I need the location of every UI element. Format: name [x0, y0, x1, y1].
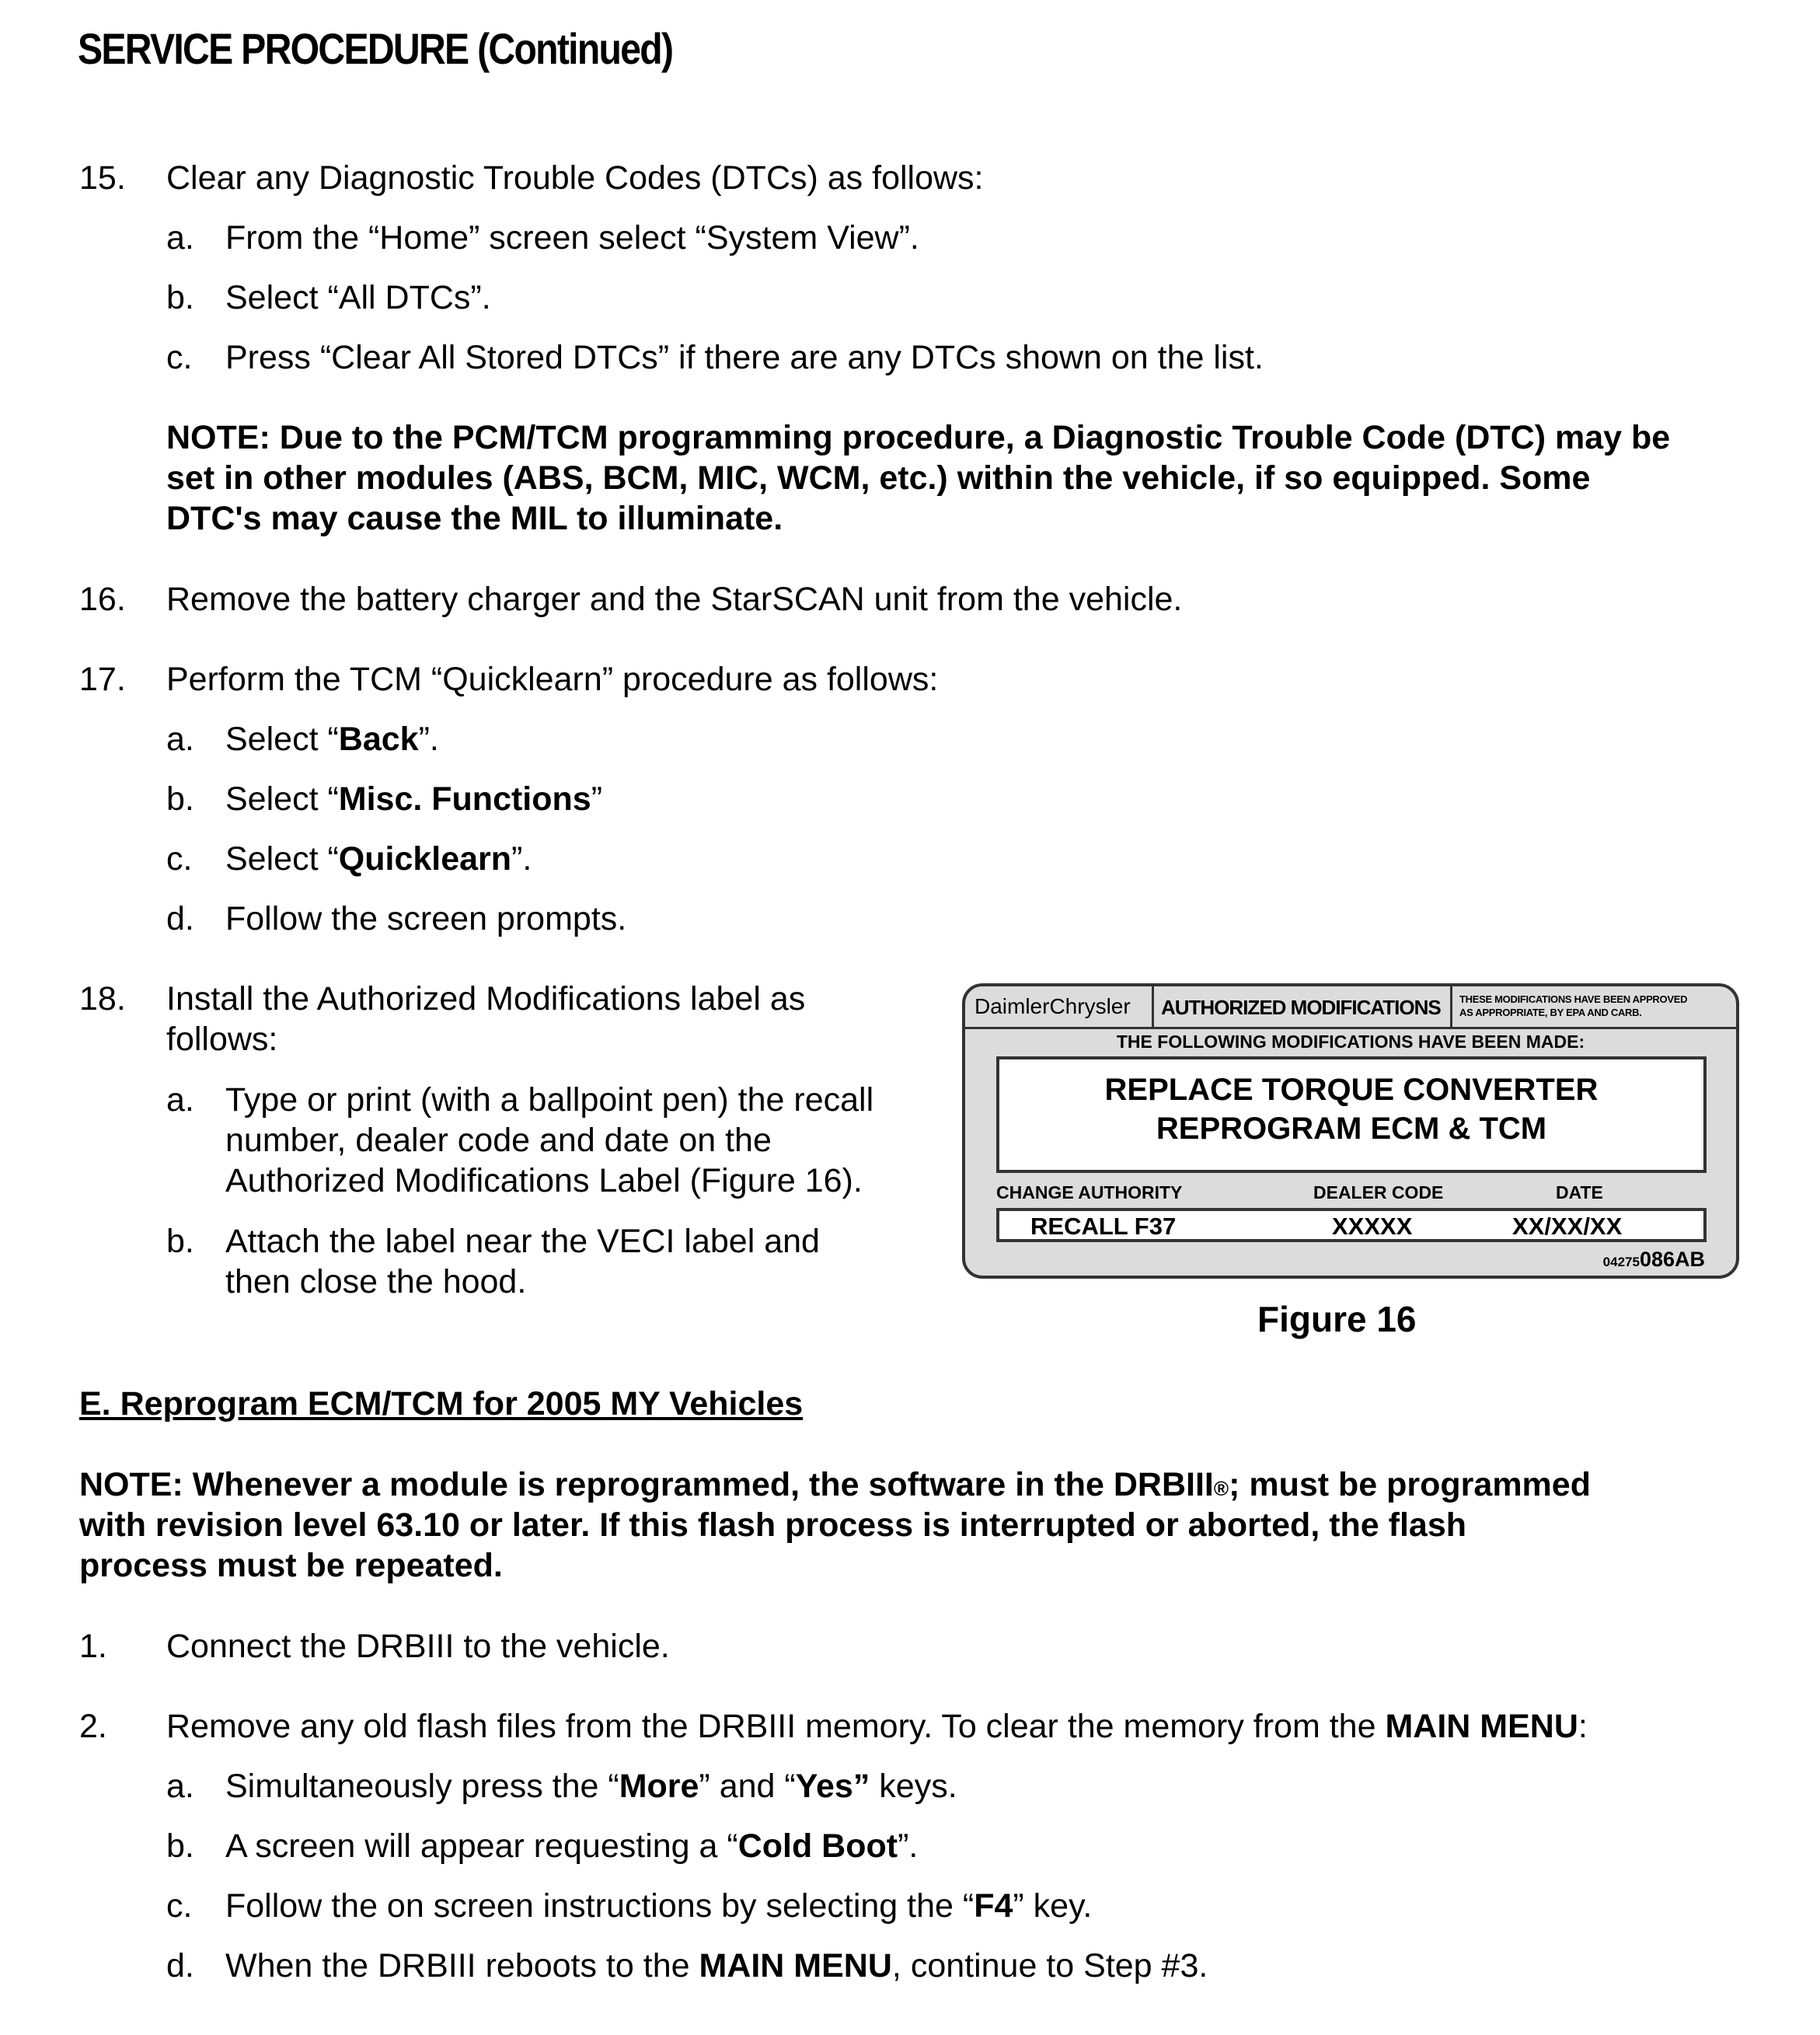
substep-text: Select “Back”.	[225, 721, 439, 758]
label-brand: DaimlerChrysler	[975, 994, 1131, 1018]
step-number: 17.	[79, 661, 126, 698]
substep-text: Attach the label near the VECI label and	[225, 1223, 820, 1260]
label-col-date: DATE	[1556, 1182, 1603, 1202]
step-text: Clear any Diagnostic Trouble Codes (DTCs) as follows:	[166, 159, 984, 197]
label-values-box	[996, 1208, 1707, 1242]
step-number: 1.	[79, 1628, 107, 1665]
label-epa-note: THESE MODIFICATIONS HAVE BEEN APPROVED AS APPROPRIATE, BY EPA AND CARB.	[1459, 993, 1688, 1018]
step-text: follows:	[166, 1021, 278, 1058]
substep-letter: a.	[166, 1768, 194, 1805]
substep-text: Select “Misc. Functions”	[225, 780, 603, 818]
note-line: NOTE: Due to the PCM/TCM programming procedure, a Diagnostic Trouble Code (DTC) may be	[166, 419, 1671, 456]
label-header	[965, 986, 1736, 1029]
substep-text: then close the hood.	[225, 1263, 527, 1300]
label-authorized-title: AUTHORIZED MODIFICATIONS	[1161, 996, 1441, 1019]
authorized-modifications-label	[962, 983, 1739, 1279]
substep-letter: b.	[166, 279, 194, 316]
substep-letter: b.	[166, 1827, 194, 1865]
step-number: 2.	[79, 1708, 107, 1745]
substep-letter: a.	[166, 721, 194, 758]
substep-letter: c.	[166, 840, 193, 878]
page-heading: SERVICE PROCEDURE (Continued)	[78, 24, 673, 73]
label-mod-line: REPROGRAM ECM & TCM	[1156, 1112, 1547, 1146]
note-line: set in other modules (ABS, BCM, MIC, WCM, etc.) within the vehicle, if so equipped. Some	[166, 459, 1591, 497]
divider	[1152, 986, 1154, 1027]
substep-text: Authorized Modifications Label (Figure 16).	[225, 1162, 863, 1199]
label-col-dealer: DEALER CODE	[1313, 1182, 1444, 1202]
label-modifications-box	[996, 1056, 1707, 1173]
substep-letter: a.	[166, 219, 194, 257]
substep-text: Follow the on screen instructions by selecting the “F4” key.	[225, 1887, 1093, 1925]
substep-letter: d.	[166, 1947, 194, 1984]
substep-letter: c.	[166, 339, 193, 376]
label-mod-line: REPLACE TORQUE CONVERTER	[1104, 1073, 1599, 1107]
substep-text: Type or print (with a ballpoint pen) the recall	[225, 1081, 874, 1119]
substep-text: Follow the screen prompts.	[225, 900, 627, 937]
step-text: Install the Authorized Modifications label as	[166, 980, 806, 1018]
step-number: 18.	[79, 980, 126, 1018]
substep-text: Select “Quicklearn”.	[225, 840, 532, 878]
substep-text: number, dealer code and date on the	[225, 1122, 772, 1159]
substep-letter: b.	[166, 780, 194, 818]
label-part-number: 04275086AB	[1602, 1248, 1705, 1271]
label-val-authority: RECALL F37	[1030, 1213, 1177, 1240]
step-number: 15.	[79, 159, 126, 197]
step-text: Remove any old flash files from the DRBIII memory. To clear the memory from the MAIN MENU:	[166, 1708, 1588, 1745]
figure-caption: Figure 16	[1257, 1299, 1417, 1339]
section-heading: E. Reprogram ECM/TCM for 2005 MY Vehicles	[79, 1385, 804, 1422]
note-line: process must be repeated.	[79, 1547, 503, 1584]
step-text: Connect the DRBIII to the vehicle.	[166, 1628, 670, 1665]
substep-text: Select “All DTCs”.	[225, 279, 491, 316]
substep-letter: c.	[166, 1887, 193, 1925]
substep-text: From the “Home” screen select “System View”.	[225, 219, 919, 257]
note-line: DTC's may cause the MIL to illuminate.	[166, 500, 783, 537]
substep-text: A screen will appear requesting a “Cold Boot”.	[225, 1827, 919, 1865]
label-val-dealer: XXXXX	[1332, 1213, 1413, 1240]
note-line: with revision level 63.10 or later. If this flash process is interrupted or aborted, the flash	[79, 1506, 1467, 1544]
substep-text: Simultaneously press the “More” and “Yes” keys.	[225, 1768, 957, 1805]
step-text: Remove the battery charger and the StarSCAN unit from the vehicle.	[166, 581, 1183, 618]
substep-letter: a.	[166, 1081, 194, 1119]
substep-letter: b.	[166, 1223, 194, 1260]
label-following-text: THE FOLLOWING MODIFICATIONS HAVE BEEN MADE:	[1116, 1031, 1585, 1052]
substep-text: Press “Clear All Stored DTCs” if there are any DTCs shown on the list.	[225, 339, 1264, 376]
step-text: Perform the TCM “Quicklearn” procedure as follows:	[166, 661, 939, 698]
substep-text: When the DRBIII reboots to the MAIN MENU, continue to Step #3.	[225, 1947, 1208, 1984]
label-col-authority: CHANGE AUTHORITY	[996, 1182, 1183, 1202]
substep-letter: d.	[166, 900, 194, 937]
step-number: 16.	[79, 581, 126, 618]
label-val-date: XX/XX/XX	[1512, 1213, 1623, 1240]
note-line: NOTE: Whenever a module is reprogrammed, the software in the DRBIII®; must be programmed	[79, 1466, 1591, 1503]
divider	[1450, 986, 1452, 1027]
